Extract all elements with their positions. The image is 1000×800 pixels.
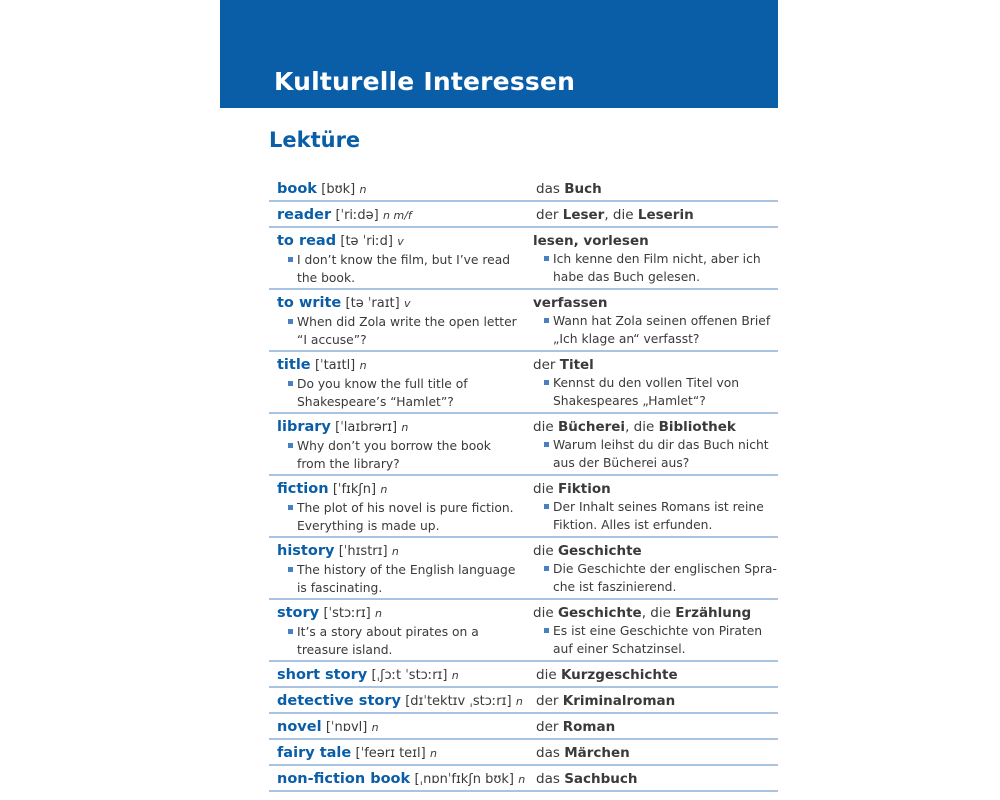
part-of-speech: n m/f bbox=[383, 209, 412, 222]
article: die bbox=[533, 419, 554, 435]
german-noun: Kriminalroman bbox=[562, 693, 676, 709]
pronunciation: [ˈfɪkʃn] bbox=[332, 482, 377, 497]
part-of-speech: v bbox=[397, 235, 404, 248]
example-text: Do you know the full title of Shakespeare’s “Hamlet”? bbox=[297, 377, 468, 409]
pronunciation: [tə ˈriːd] bbox=[340, 234, 393, 249]
german-noun-alt: Bibliothek bbox=[658, 419, 736, 435]
english-example bbox=[277, 313, 533, 349]
english-headline bbox=[277, 418, 533, 437]
pronunciation: [bʊk] bbox=[321, 182, 356, 197]
english-column bbox=[269, 414, 533, 474]
headword: story bbox=[277, 605, 320, 621]
english-column bbox=[269, 202, 536, 226]
pronunciation: [ˈhɪstrɪ] bbox=[338, 544, 388, 559]
german-headline bbox=[536, 666, 778, 684]
headword: library bbox=[277, 419, 331, 435]
example-text: Wann hat Zola seinen offenen Brief „Ich klage an“ verfasst? bbox=[553, 314, 771, 346]
pronunciation: [ˈtaɪtl] bbox=[314, 358, 356, 373]
part-of-speech: n bbox=[359, 359, 367, 372]
german-headline bbox=[536, 692, 778, 710]
separator-article: , die bbox=[625, 419, 655, 435]
article: der bbox=[536, 693, 559, 709]
vocab-entry bbox=[269, 688, 778, 714]
article: der bbox=[536, 207, 559, 223]
vocab-entry bbox=[269, 662, 778, 688]
pronunciation: [dɪˈtektɪv ˌstɔːrɪ] bbox=[405, 694, 512, 709]
headword: reader bbox=[277, 207, 332, 223]
separator-article: , die bbox=[641, 605, 671, 621]
german-headline bbox=[533, 418, 785, 436]
german-column bbox=[536, 202, 778, 226]
german-column bbox=[533, 228, 785, 288]
english-headline bbox=[277, 692, 536, 711]
german-column bbox=[533, 600, 785, 660]
headword: short story bbox=[277, 667, 368, 683]
page-header-band bbox=[220, 0, 778, 108]
article: das bbox=[536, 181, 560, 197]
german-column bbox=[533, 538, 785, 598]
english-column bbox=[269, 600, 533, 660]
german-column bbox=[536, 766, 778, 790]
part-of-speech: v bbox=[404, 297, 411, 310]
pronunciation: [ˈlaɪbrərɪ] bbox=[335, 420, 398, 435]
english-example bbox=[277, 561, 533, 597]
german-headline bbox=[536, 206, 778, 224]
english-example bbox=[277, 375, 533, 411]
bullet-square-icon bbox=[288, 257, 293, 262]
separator-article: , die bbox=[604, 207, 634, 223]
article: die bbox=[533, 481, 554, 497]
english-headline bbox=[277, 718, 536, 737]
english-column bbox=[269, 476, 533, 536]
vocab-entry bbox=[269, 538, 778, 600]
example-text: The plot of his novel is pure fiction. Everything is made up. bbox=[297, 501, 514, 533]
bullet-square-icon bbox=[288, 629, 293, 634]
bullet-square-icon bbox=[544, 442, 549, 447]
example-text: Ich kenne den Film nicht, aber ich habe das Buch gelesen. bbox=[553, 252, 761, 284]
bullet-square-icon bbox=[288, 567, 293, 572]
english-headline bbox=[277, 356, 533, 375]
english-example bbox=[277, 623, 533, 659]
pronunciation: [ˈstɔːrɪ] bbox=[323, 606, 371, 621]
english-example bbox=[277, 437, 533, 473]
english-headline bbox=[277, 770, 536, 789]
headword: novel bbox=[277, 719, 322, 735]
german-column bbox=[536, 740, 778, 764]
german-column bbox=[536, 662, 778, 686]
english-headline bbox=[277, 294, 533, 313]
headword: detective story bbox=[277, 693, 401, 709]
pronunciation: [tə ˈraɪt] bbox=[345, 296, 400, 311]
german-example bbox=[533, 498, 785, 534]
pronunciation: [ˌʃɔːt ˈstɔːrɪ] bbox=[371, 668, 448, 683]
english-headline bbox=[277, 180, 536, 199]
article: das bbox=[536, 771, 560, 787]
bullet-square-icon bbox=[544, 256, 549, 261]
bullet-square-icon bbox=[544, 318, 549, 323]
vocab-entry bbox=[269, 202, 778, 228]
vocab-entry bbox=[269, 766, 778, 792]
english-column bbox=[269, 290, 533, 350]
part-of-speech: n bbox=[429, 747, 437, 760]
part-of-speech: n bbox=[391, 545, 399, 558]
vocab-entry bbox=[269, 414, 778, 476]
headword: book bbox=[277, 181, 317, 197]
german-column bbox=[533, 290, 785, 350]
part-of-speech: n bbox=[451, 669, 459, 682]
example-text: When did Zola write the open letter “I accuse”? bbox=[297, 315, 517, 347]
part-of-speech: n bbox=[375, 607, 383, 620]
german-noun: Titel bbox=[559, 357, 594, 373]
german-headline bbox=[536, 718, 778, 736]
english-column bbox=[269, 766, 536, 790]
english-column bbox=[269, 688, 536, 712]
german-headline bbox=[533, 294, 785, 312]
part-of-speech: n bbox=[371, 721, 379, 734]
german-example bbox=[533, 622, 785, 658]
pronunciation: [ˈriːdə] bbox=[335, 208, 379, 223]
vocab-entry bbox=[269, 176, 778, 202]
part-of-speech: n bbox=[401, 421, 409, 434]
english-headline bbox=[277, 206, 536, 225]
bullet-square-icon bbox=[288, 381, 293, 386]
headword: to write bbox=[277, 295, 342, 311]
article: der bbox=[533, 357, 556, 373]
english-column bbox=[269, 714, 536, 738]
part-of-speech: n bbox=[518, 773, 526, 786]
headword: history bbox=[277, 543, 335, 559]
bullet-square-icon bbox=[544, 628, 549, 633]
section-title: Lektüre bbox=[269, 128, 361, 152]
german-headline bbox=[533, 232, 785, 250]
german-headline bbox=[533, 604, 785, 622]
german-noun: Kurzgeschichte bbox=[560, 667, 678, 683]
english-headline bbox=[277, 232, 533, 251]
pronunciation: [ˈfeərɪ teɪl] bbox=[355, 746, 426, 761]
german-headline bbox=[533, 480, 785, 498]
article: die bbox=[533, 543, 554, 559]
article: das bbox=[536, 745, 560, 761]
german-column bbox=[533, 414, 785, 474]
german-example bbox=[533, 436, 785, 472]
headword: to read bbox=[277, 233, 337, 249]
german-translation: verfassen bbox=[533, 295, 608, 311]
example-text: Die Geschichte der englischen Spra- che ist faszinierend. bbox=[553, 562, 777, 594]
german-noun: Geschichte bbox=[557, 605, 642, 621]
vocab-entry bbox=[269, 600, 778, 662]
bullet-square-icon bbox=[288, 443, 293, 448]
part-of-speech: n bbox=[515, 695, 523, 708]
german-noun: Geschichte bbox=[557, 543, 642, 559]
german-headline bbox=[533, 542, 785, 560]
page-title: Kulturelle Interessen bbox=[274, 67, 576, 96]
english-headline bbox=[277, 480, 533, 499]
article: die bbox=[536, 667, 557, 683]
vocab-entry bbox=[269, 352, 778, 414]
german-example bbox=[533, 374, 785, 410]
headword: non-fiction book bbox=[277, 771, 411, 787]
vocab-entry bbox=[269, 476, 778, 538]
german-headline bbox=[536, 180, 778, 198]
german-noun: Leser bbox=[562, 207, 605, 223]
example-text: I don’t know the film, but I’ve read the book. bbox=[297, 253, 511, 285]
german-column bbox=[536, 714, 778, 738]
german-headline bbox=[536, 744, 778, 762]
bullet-square-icon bbox=[544, 566, 549, 571]
vocab-entry bbox=[269, 290, 778, 352]
english-headline bbox=[277, 744, 536, 763]
example-text: It’s a story about pirates on a treasure island. bbox=[297, 625, 479, 657]
german-example bbox=[533, 560, 785, 596]
headword: fiction bbox=[277, 481, 329, 497]
part-of-speech: n bbox=[380, 483, 388, 496]
headword: fairy tale bbox=[277, 745, 352, 761]
example-text: Es ist eine Geschichte von Piraten auf einer Schatzinsel. bbox=[553, 624, 763, 656]
example-text: The history of the English language is fascinating. bbox=[297, 563, 516, 595]
vocab-entry bbox=[269, 228, 778, 290]
german-translation: lesen, vorlesen bbox=[533, 233, 649, 249]
german-headline bbox=[536, 770, 778, 788]
bullet-square-icon bbox=[288, 319, 293, 324]
bullet-square-icon bbox=[544, 504, 549, 509]
german-noun: Buch bbox=[564, 181, 602, 197]
german-example bbox=[533, 312, 785, 348]
example-text: Der Inhalt seines Romans ist reine Fiktion. Alles ist erfunden. bbox=[553, 500, 764, 532]
german-noun: Fiktion bbox=[557, 481, 611, 497]
english-column bbox=[269, 740, 536, 764]
english-example bbox=[277, 499, 533, 535]
german-example bbox=[533, 250, 785, 286]
english-headline bbox=[277, 542, 533, 561]
vocab-entry bbox=[269, 714, 778, 740]
english-column bbox=[269, 352, 533, 412]
english-headline bbox=[277, 666, 536, 685]
vocabulary-table bbox=[269, 176, 778, 792]
english-column bbox=[269, 228, 533, 288]
article: der bbox=[536, 719, 559, 735]
example-text: Why don’t you borrow the book from the library? bbox=[297, 439, 491, 471]
german-column bbox=[536, 176, 778, 200]
vocab-entry bbox=[269, 740, 778, 766]
bullet-square-icon bbox=[288, 505, 293, 510]
german-headline bbox=[533, 356, 785, 374]
german-noun: Sachbuch bbox=[564, 771, 638, 787]
english-headline bbox=[277, 604, 533, 623]
german-noun: Bücherei bbox=[557, 419, 626, 435]
german-noun: Märchen bbox=[564, 745, 630, 761]
german-noun-alt: Leserin bbox=[637, 207, 694, 223]
english-example bbox=[277, 251, 533, 287]
example-text: Warum leihst du dir das Buch nicht aus der Bücherei aus? bbox=[553, 438, 769, 470]
german-column bbox=[533, 352, 785, 412]
german-noun-alt: Erzählung bbox=[675, 605, 752, 621]
part-of-speech: n bbox=[359, 183, 367, 196]
pronunciation: [ˌnɒnˈfɪkʃn bʊk] bbox=[414, 772, 514, 787]
headword: title bbox=[277, 357, 311, 373]
german-noun: Roman bbox=[562, 719, 616, 735]
example-text: Kennst du den vollen Titel von Shakespeares „Hamlet“? bbox=[553, 376, 740, 408]
article: die bbox=[533, 605, 554, 621]
german-column bbox=[533, 476, 785, 536]
english-column bbox=[269, 176, 536, 200]
english-column bbox=[269, 538, 533, 598]
german-column bbox=[536, 688, 778, 712]
english-column bbox=[269, 662, 536, 686]
pronunciation: [ˈnɒvl] bbox=[325, 720, 368, 735]
bullet-square-icon bbox=[544, 380, 549, 385]
